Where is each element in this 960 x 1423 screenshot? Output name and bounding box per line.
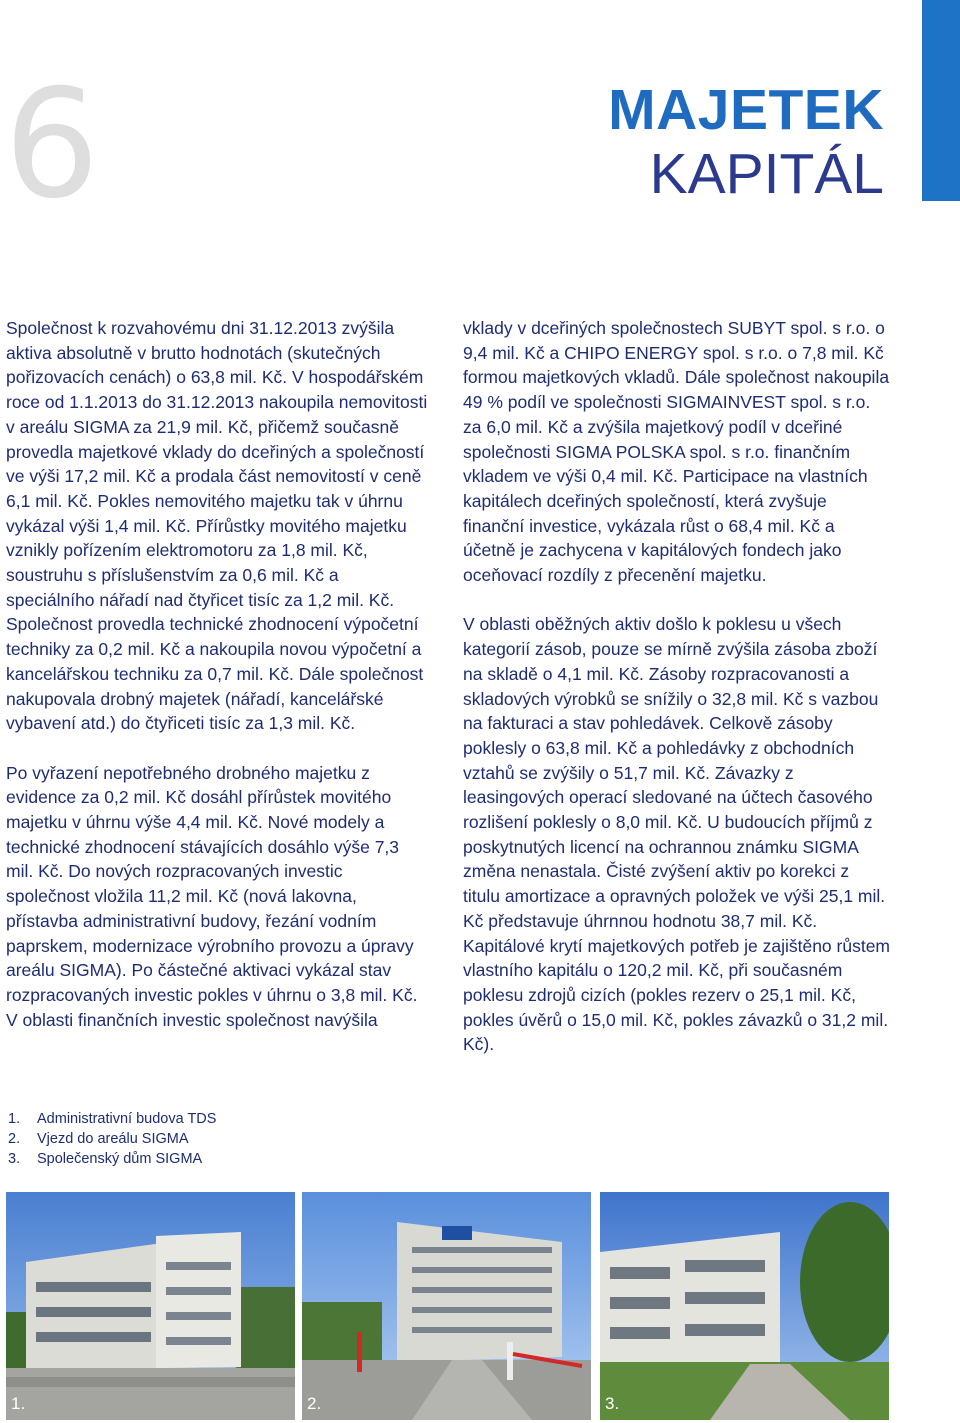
building-illustration [6, 1192, 295, 1420]
caption-item [8, 1110, 216, 1130]
photo-captions [8, 1110, 216, 1169]
caption-text: Administrativní budova TDS [37, 1111, 217, 1127]
right-column [463, 316, 890, 1082]
paragraph: Společnost k rozvahovému dni 31.12.2013 zvýšila aktiva absolutně v brutto hodnotách (skutečných pořizovacích cenách) o 63,8 mil. Kč. V hospodářském roce od 1.1.2013 do 31.12.2013 nakoupila nemovitosti v areálu SIGMA za 21,9 mil. Kč, přičemž současně provedla majetkové vklady do dceřiných a společností ve výši 17,2 mil. Kč a prodala část nemovitostí v ceně 6,1 mil. Kč. Pokles nemovitého majetku tak v úhrnu vykázal výši 1,4 mil. Kč. Přírůstky movitého majetku vznikly pořízením elektromotoru za 1,8 mil. Kč, soustruhu s příslušenstvím za 0,6 mil. Kč a speciálního nářadí nad čtyřicet tisíc za 1,2 mil. Kč. Společnost provedla technické zhodnocení výpočetní techniky za 0,2 mil. Kč a nakoupila novou výpočetní a kancelářskou techniku za 0,7 mil. Kč. Dále společnost nakupovala drobný majetek (nářadí, kancelářské vybavení atd.) do čtyřiceti tisíc za 1,3 mil. Kč. [6, 318, 428, 734]
page-subtitle: KAPITÁL [649, 142, 884, 206]
caption-item [8, 1150, 216, 1170]
photo-number: 3. [605, 1394, 620, 1413]
left-column [6, 316, 430, 1057]
caption-number: 3. [8, 1150, 21, 1167]
social-house-illustration [600, 1192, 889, 1420]
photo-number: 1. [11, 1394, 26, 1413]
caption-item [8, 1130, 216, 1150]
photo-administrative-building [6, 1192, 295, 1420]
photo-number: 2. [307, 1394, 322, 1413]
page-title: MAJETEK [608, 78, 884, 142]
chapter-number: 6 [4, 58, 100, 232]
caption-number: 2. [8, 1130, 21, 1147]
paragraph: V oblasti oběžných aktiv došlo k poklesu u všech kategorií zásob, pouze se mírně zvýšila zásoba zboží na skladě o 4,1 mil. Kč. Zásoby rozpracovanosti a skladových výrobků se snížily o 32,8 mil. Kč s vazbou na fakturaci a stav pohledávek. Celkově zásoby poklesly o 63,8 mil. Kč a pohledávky z obchodních vztahů se zvýšily o 51,7 mil. Kč. Závazky z leasingových operací sledované na účtech časového rozlišení poklesly o 8,0 mil. Kč. U budoucích příjmů z poskytnutých licencí na ochrannou známku SIGMA změna nenastala. Čisté zvýšení aktiv po korekci z titulu amortizace a opravných položek ve výši 25,1 mil. Kč představuje úhrnnou hodnotu 38,7 mil. Kč. Kapitálové krytí majetkových potřeb je zajištěno růstem vlastního kapitálu o 120,2 mil. Kč, při současném poklesu zdrojů cizích (pokles rezerv o 25,1 mil. Kč, pokles úvěrů o 15,0 mil. Kč, pokles závazků o 31,2 mil. Kč). [463, 614, 890, 1055]
caption-number: 1. [8, 1111, 21, 1127]
photo-social-house [600, 1192, 889, 1420]
accent-bar [922, 0, 960, 201]
paragraph: Po vyřazení nepotřebného drobného majetku z evidence za 0,2 mil. Kč dosáhl přírůstek movitého majetku v úhrnu výše 4,4 mil. Kč. Nové modely a technické zhodnocení stávajících dosáhlo výše 7,3 mil. Kč. Do nových rozpracovaných investic společnost vložila 11,2 mil. Kč (nová lakovna, přístavba administrativní budovy, řezání vodním paprskem, modernizace výrobního provozu a úpravy areálu SIGMA). Po částečné aktivaci vykázal stav rozpracovaných investic pokles v úhrnu o 3,8 mil. Kč. V oblasti finančních investic společnost navýšila [6, 762, 418, 1030]
photo-entrance [302, 1192, 591, 1420]
entrance-illustration [302, 1192, 591, 1420]
paragraph: vklady v dceřiných společnostech SUBYT spol. s r.o. o 9,4 mil. Kč a CHIPO ENERGY spol. s r.o. o 7,8 mil. Kč formou majetkových vkladů. Dále společnost nakoupila 49 % podíl ve společnosti SIGMAINVEST spol. s r.o. za 6,0 mil. Kč a zvýšila majetkový podíl v dceřiné společnosti SIGMA POLSKA spol. s r.o. finančním vkladem ve výši 0,4 mil. Kč. Participace na vlastních kapitálech dceřiných společností, která zvyšuje finanční investice, vykázala růst o 68,4 mil. Kč a účetně je zachycena v kapitálových fondech jako oceňovací rozdíly z přecenění majetku. [463, 318, 890, 586]
caption-text: Společenský dům SIGMA [37, 1150, 203, 1167]
caption-text: Vjezd do areálu SIGMA [37, 1130, 189, 1147]
